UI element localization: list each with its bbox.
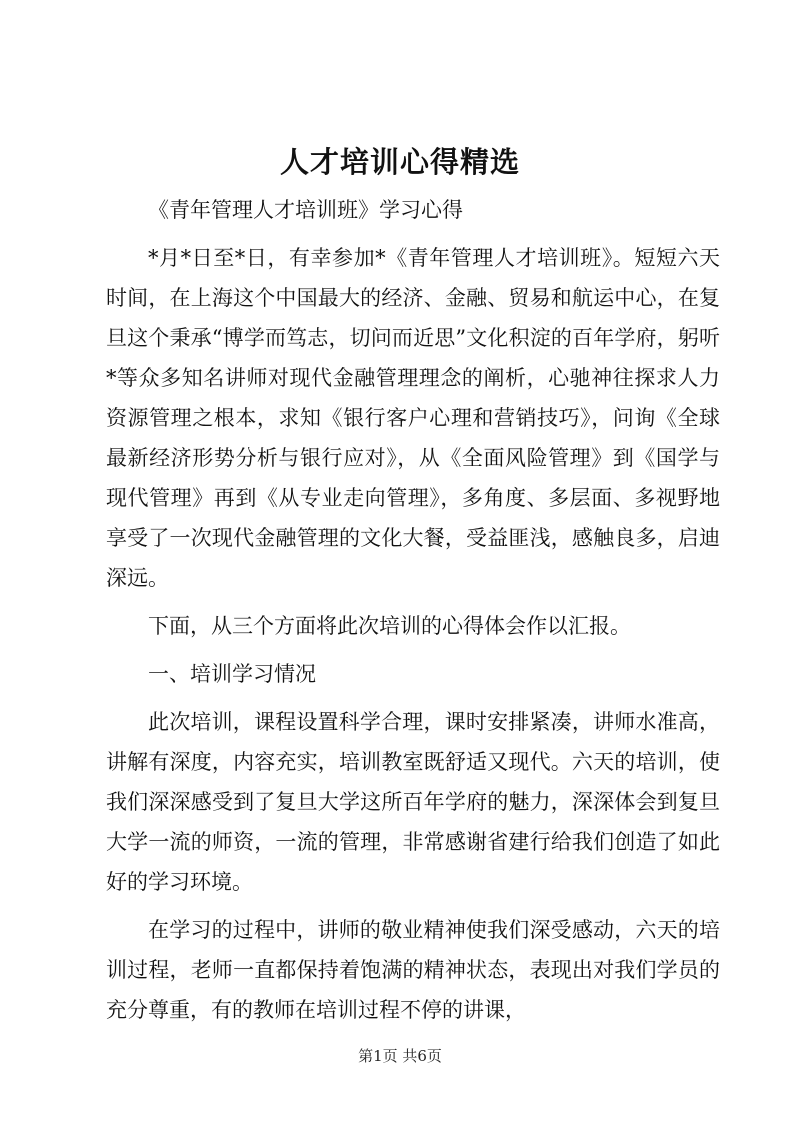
paragraph-subtitle: 《青年管理人才培训班》学习心得	[148, 198, 463, 222]
page-footer: 第1页 共6页	[358, 1047, 442, 1065]
document-title: 人才培训心得精选	[279, 145, 520, 179]
paragraph-instructor: 在学习的过程中，讲师的敬业精神使我们深受感动，六天的培训过程，老师一直都保持着饱满的精神状态，表现出对我们学员的充分尊重，有的教师在培训过程不停的讲课，	[106, 918, 720, 1022]
paragraph-training-detail: 此次培训，课程设置科学合理，课时安排紧凑，讲师水准高，讲解有深度，内容充实，培训教室既舒适又现代。六天的培训，使我们深深感受到了复旦大学这所百年学府的魅力，深深体会到复旦大学一流的师资，一流的管理，非常感谢省建行给我们创造了如此好的学习环境。	[106, 710, 720, 894]
paragraph-overview: 下面，从三个方面将此次培训的心得体会作以汇报。	[148, 614, 631, 638]
section-heading-training: 一、培训学习情况	[148, 662, 316, 686]
paragraph-intro: *月*日至*日，有幸参加*《青年管理人才培训班》。短短六天时间，在上海这个中国最大的经济、金融、贸易和航运中心，在复旦这个秉承“博学而笃志，切问而近思”文化积淀的百年学府，躬听*等众多知名讲师对现代金融管理理念的阐析，心驰神往探求人力资源管理之根本，求知《银行客户心理和营销技巧》，问询《全球最新经济形势分析与银行应对》，从《全面风险管理》到《国学与现代管理》再到《从专业走向管理》，多角度、多层面、多视野地享受了一次现代金融管理的文化大餐，受益匪浅，感触良多，启迪深远。	[106, 246, 720, 590]
document-body	[106, 190, 720, 1038]
